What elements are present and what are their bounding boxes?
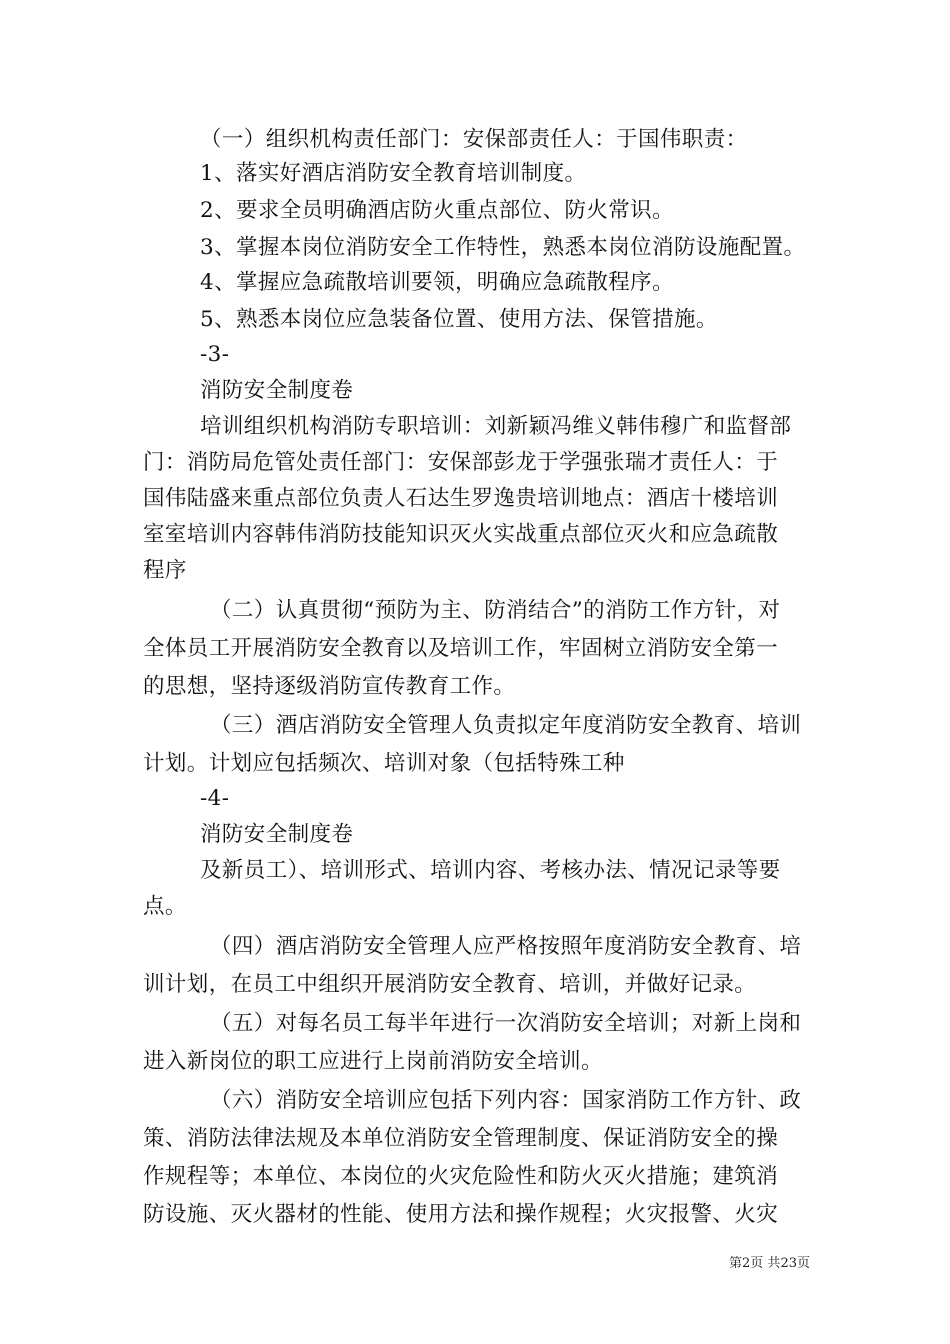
footer-middle: 页 共 [750, 1256, 781, 1271]
text-line: 程序 [143, 558, 187, 583]
text-line: 1、落实好酒店消防安全教育培训制度。 [200, 161, 587, 186]
text-line: 2、要求全员明确酒店防火重点部位、防火常识。 [200, 198, 674, 223]
text-line: （二）认真贯彻“预防为主、防消结合”的消防工作方针，对 [210, 598, 781, 623]
text-line: （四）酒店消防安全管理人应严格按照年度消防安全教育、培 [210, 934, 802, 959]
text-line: 进入新岗位的职工应进行上岗前消防安全培训。 [143, 1049, 603, 1074]
page-marker: -3- [200, 342, 230, 367]
footer-suffix: 页 [796, 1256, 810, 1271]
text-line: 门：消防局危管处责任部门：安保部彭龙于学强张瑞才责任人：于 [143, 450, 779, 475]
text-line: 室室培训内容韩伟消防技能知识灭火实战重点部位灭火和应急疏散 [143, 522, 779, 547]
text-line: 全体员工开展消防安全教育以及培训工作，牢固树立消防安全第一 [143, 636, 779, 661]
text-line: （一）组织机构责任部门：安保部责任人：于国伟职责： [200, 127, 748, 152]
current-page-number: 2 [742, 1256, 751, 1271]
text-line: 培训组织机构消防专职培训：刘新颖冯维义韩伟穆广和监督部 [200, 414, 792, 439]
text-line: 训计划，在员工中组织开展消防安全教育、培训，并做好记录。 [143, 972, 757, 997]
text-line: 防设施、灭火器材的性能、使用方法和操作规程；火灾报警、火灾 [143, 1202, 779, 1227]
footer-prefix: 第 [729, 1256, 743, 1271]
section-header: 消防安全制度卷 [200, 822, 354, 847]
text-line: （五）对每名员工每半年进行一次消防安全培训；对新上岗和 [210, 1011, 802, 1036]
text-line: 5、熟悉本岗位应急装备位置、使用方法、保管措施。 [200, 307, 718, 332]
page-number-footer [700, 1255, 810, 1273]
page-marker: -4- [200, 786, 230, 811]
text-line: 及新员工）、培训形式、培训内容、考核办法、情况记录等要 [200, 858, 781, 883]
text-line: 策、消防法律法规及本单位消防安全管理制度、保证消防安全的操 [143, 1126, 779, 1151]
text-line: 的思想，坚持逐级消防宣传教育工作。 [143, 674, 516, 699]
text-line: 4、掌握应急疏散培训要领，明确应急疏散程序。 [200, 270, 674, 295]
total-page-count: 23 [780, 1256, 797, 1271]
section-header: 消防安全制度卷 [200, 378, 354, 403]
text-line: 3、掌握本岗位消防安全工作特性，熟悉本岗位消防设施配置。 [200, 235, 806, 260]
text-line: 国伟陆盛来重点部位负责人石达生罗逸贵培训地点：酒店十楼培训 [143, 486, 779, 511]
text-line: 计划。计划应包括频次、培训对象（包括特殊工种 [143, 751, 625, 776]
text-line: 点。 [143, 894, 187, 919]
text-line: （三）酒店消防安全管理人负责拟定年度消防安全教育、培训 [210, 713, 802, 738]
text-line: （六）消防安全培训应包括下列内容：国家消防工作方针、政 [210, 1088, 802, 1113]
text-line: 作规程等；本单位、本岗位的火灾危险性和防火灭火措施；建筑消 [143, 1164, 779, 1189]
